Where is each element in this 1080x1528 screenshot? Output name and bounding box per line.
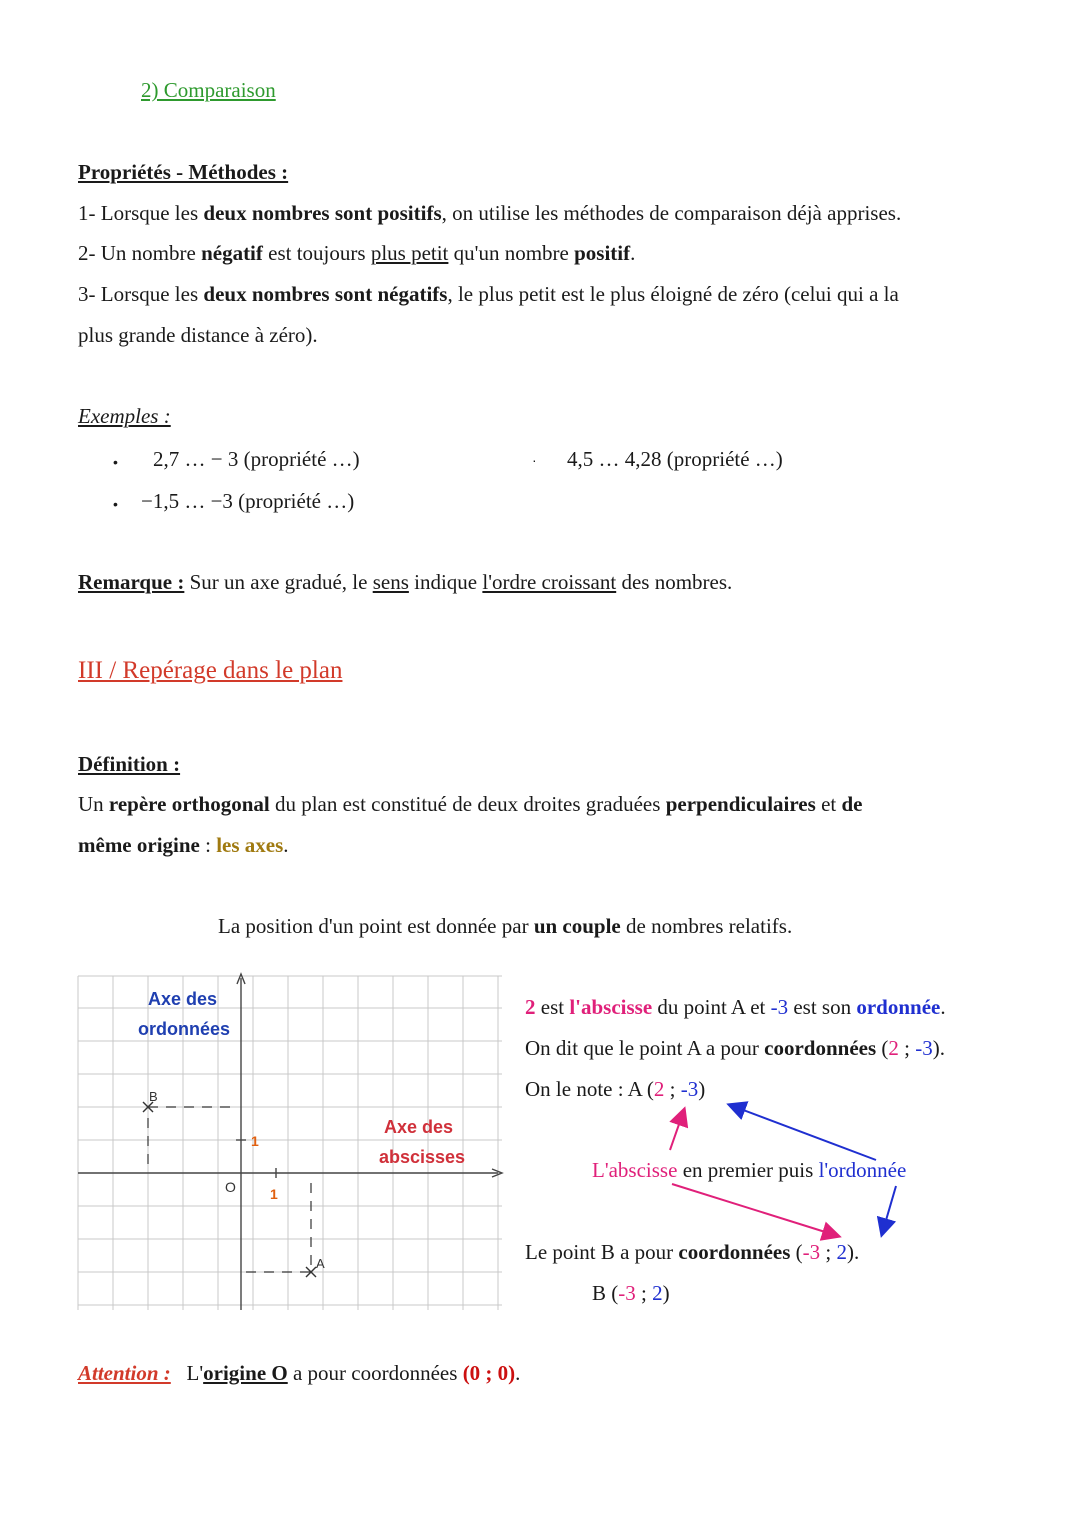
attention-note: Attention : L'origine O a pour coordonnées (0 ; 0). — [78, 1361, 521, 1385]
y-axis-label-line2: ordonnées — [138, 1019, 231, 1039]
arrow-ordonnee-to-B — [882, 1186, 896, 1234]
example-1: 2,7 … − 3 (propriété …) — [153, 447, 360, 471]
definition-line-2: même origine : les axes. — [78, 833, 289, 857]
y-axis-label-line1: Axe des — [148, 989, 218, 1009]
section-title-reperage: III / Repérage dans le plan — [78, 657, 343, 684]
explain-line-1: 2 est l'abscisse du point A et -3 est son ordonnée. — [525, 995, 946, 1019]
example-bullet-1: • — [113, 454, 118, 470]
x-unit-label: 1 — [270, 1186, 278, 1202]
x-axis-label-line1: Axe des — [384, 1117, 454, 1137]
explain-line-b-notation: B (-3 ; 2) — [592, 1281, 670, 1305]
property-line-4: plus grande distance à zéro). — [78, 323, 318, 347]
arrow-abscisse-to-A — [670, 1110, 684, 1150]
arrow-ordonnee-to-A — [730, 1105, 876, 1160]
pointA-label: A — [316, 1256, 325, 1271]
definition-heading: Définition : — [78, 752, 181, 776]
example-bullet-2: • — [113, 496, 118, 512]
definition-line-1: Un repère orthogonal du plan est constitué de deux droites graduées perpendiculaires et de — [78, 792, 863, 816]
section-title-comparaison: 2) Comparaison — [141, 78, 276, 102]
property-line-1: 1- Lorsque les deux nombres sont positifs, on utilise les méthodes de comparaison déjà apprises. — [78, 201, 902, 225]
explain-line-3: On le note : A (2 ; -3) — [525, 1077, 706, 1101]
example-3: 4,5 … 4,28 (propriété …) — [567, 447, 783, 471]
explain-line-b: Le point B a pour coordonnées (-3 ; 2). — [525, 1240, 860, 1264]
x-axis-label-line2: abscisses — [379, 1147, 466, 1167]
property-line-2: 2- Un nombre négatif est toujours plus petit qu'un nombre positif. — [78, 241, 636, 265]
examples-heading: Exemples : — [78, 404, 171, 428]
example-2: −1,5 … −3 (propriété …) — [141, 489, 355, 513]
remark: Remarque : Sur un axe gradué, le sens indique l'ordre croissant des nombres. — [78, 570, 733, 594]
arrow-abscisse-to-B — [672, 1184, 838, 1236]
position-sentence: La position d'un point est donnée par un couple de nombres relatifs. — [218, 914, 793, 938]
explain-hint: L'abscisse en premier puis l'ordonnée — [592, 1158, 907, 1182]
explain-line-2: On dit que le point A a pour coordonnées (2 ; -3). — [525, 1036, 945, 1060]
origin-label: O — [225, 1179, 236, 1195]
example-bullet-3: · — [532, 452, 537, 468]
y-unit-label: 1 — [251, 1133, 259, 1149]
properties-heading: Propriétés - Méthodes : — [78, 160, 289, 184]
pointB-label: B — [149, 1089, 158, 1104]
property-line-3: 3- Lorsque les deux nombres sont négatifs, le plus petit est le plus éloigné de zéro (celui qui a la — [78, 282, 899, 306]
